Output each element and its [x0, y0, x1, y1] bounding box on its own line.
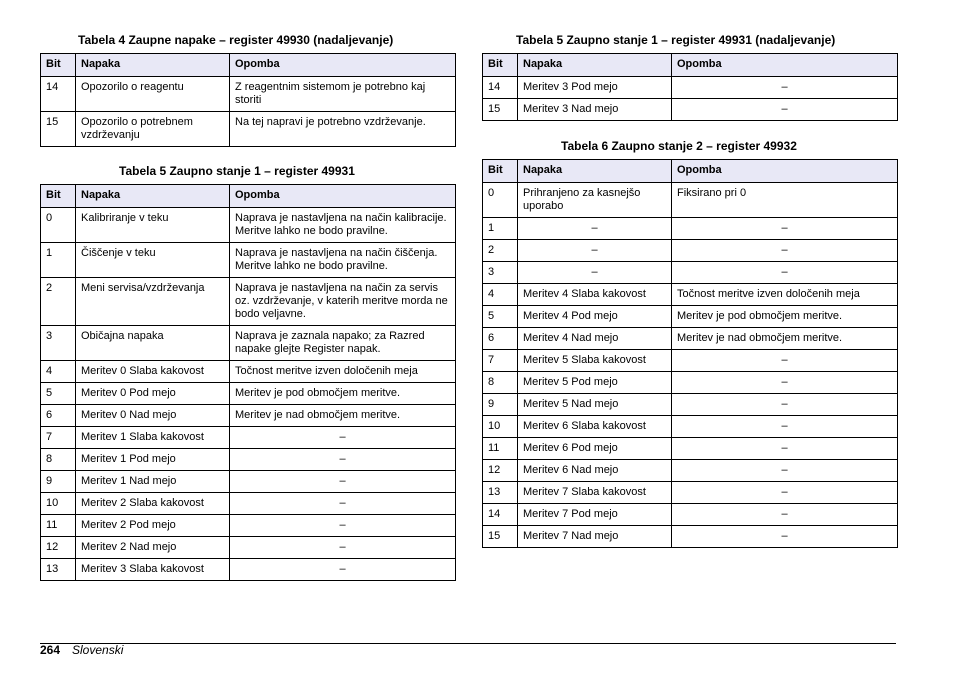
bit-cell: 15 — [483, 99, 518, 121]
table-row — [41, 243, 456, 278]
napaka-cell: Meritev 6 Slaba kakovost — [518, 416, 672, 438]
table5 — [40, 184, 456, 581]
column-header: Opomba — [672, 54, 898, 77]
opomba-cell: – — [230, 515, 456, 537]
table-row — [41, 326, 456, 361]
table-row — [41, 449, 456, 471]
table-row — [483, 438, 898, 460]
table-row — [483, 504, 898, 526]
bit-cell: 10 — [41, 493, 76, 515]
column-header: Bit — [483, 54, 518, 77]
table5-continued — [482, 53, 898, 121]
bit-cell: 14 — [41, 77, 76, 112]
column-header: Opomba — [230, 185, 456, 208]
opomba-cell: – — [672, 372, 898, 394]
page-language: Slovenski — [72, 643, 124, 657]
opomba-cell: – — [230, 449, 456, 471]
bit-cell: 9 — [483, 394, 518, 416]
napaka-cell: Kalibriranje v teku — [76, 208, 230, 243]
table-row — [41, 77, 456, 112]
napaka-cell: Opozorilo o potrebnem vzdrževanju — [76, 112, 230, 147]
bit-cell: 7 — [483, 350, 518, 372]
bit-cell: 4 — [483, 284, 518, 306]
bit-cell: 8 — [41, 449, 76, 471]
table-row — [483, 372, 898, 394]
napaka-cell: Meritev 4 Pod mejo — [518, 306, 672, 328]
napaka-cell: Meritev 4 Slaba kakovost — [518, 284, 672, 306]
opomba-cell: – — [230, 493, 456, 515]
opomba-cell: Naprava je nastavljena na način kalibracije. Meritve lahko ne bodo pravilne. — [230, 208, 456, 243]
column-header: Bit — [41, 54, 76, 77]
napaka-cell: Meritev 5 Pod mejo — [518, 372, 672, 394]
opomba-cell: Naprava je nastavljena na način za servis oz. vzdrževanje, v katerih meritve morda ne bodo veljavne. — [230, 278, 456, 326]
bit-cell: 3 — [483, 262, 518, 284]
table-row — [41, 493, 456, 515]
opomba-cell: – — [672, 218, 898, 240]
napaka-cell: Prihranjeno za kasnejšo uporabo — [518, 183, 672, 218]
napaka-cell: Meritev 5 Slaba kakovost — [518, 350, 672, 372]
table6-caption: Tabela 6 Zaupno stanje 2 – register 49932 — [561, 139, 797, 153]
table-row — [483, 77, 898, 99]
opomba-cell: – — [230, 559, 456, 581]
bit-cell: 4 — [41, 361, 76, 383]
opomba-cell: – — [672, 504, 898, 526]
bit-cell: 1 — [41, 243, 76, 278]
napaka-cell: Meritev 3 Pod mejo — [518, 77, 672, 99]
napaka-cell: Meritev 0 Nad mejo — [76, 405, 230, 427]
napaka-cell: Meritev 6 Nad mejo — [518, 460, 672, 482]
table-row — [483, 99, 898, 121]
table-row — [483, 460, 898, 482]
napaka-cell: Meritev 1 Slaba kakovost — [76, 427, 230, 449]
table6 — [482, 159, 898, 548]
table-row — [483, 284, 898, 306]
opomba-cell: Naprava je nastavljena na način čiščenja. Meritve lahko ne bodo pravilne. — [230, 243, 456, 278]
bit-cell: 8 — [483, 372, 518, 394]
opomba-cell: – — [672, 350, 898, 372]
opomba-cell: Meritev je pod območjem meritve. — [230, 383, 456, 405]
table-row — [41, 471, 456, 493]
napaka-cell: Meritev 7 Slaba kakovost — [518, 482, 672, 504]
table-row — [41, 112, 456, 147]
bit-cell: 14 — [483, 77, 518, 99]
table-row — [41, 427, 456, 449]
table-row — [483, 240, 898, 262]
column-header: Bit — [483, 160, 518, 183]
column-header: Napaka — [76, 54, 230, 77]
bit-cell: 2 — [483, 240, 518, 262]
opomba-cell: Točnost meritve izven določenih meja — [672, 284, 898, 306]
bit-cell: 6 — [483, 328, 518, 350]
bit-cell: 11 — [483, 438, 518, 460]
opomba-cell: – — [672, 240, 898, 262]
napaka-cell: Meritev 4 Nad mejo — [518, 328, 672, 350]
bit-cell: 10 — [483, 416, 518, 438]
napaka-cell: Meritev 2 Pod mejo — [76, 515, 230, 537]
table-row — [483, 218, 898, 240]
bit-cell: 11 — [41, 515, 76, 537]
napaka-cell: Opozorilo o reagentu — [76, 77, 230, 112]
bit-cell: 7 — [41, 427, 76, 449]
bit-cell: 5 — [41, 383, 76, 405]
opomba-cell: – — [672, 460, 898, 482]
bit-cell: 2 — [41, 278, 76, 326]
opomba-cell: – — [672, 482, 898, 504]
opomba-cell: Točnost meritve izven določenih meja — [230, 361, 456, 383]
table-row — [41, 537, 456, 559]
table4 — [40, 53, 456, 147]
bit-cell: 1 — [483, 218, 518, 240]
bit-cell: 12 — [41, 537, 76, 559]
opomba-cell: – — [672, 99, 898, 121]
opomba-cell: Na tej napravi je potrebno vzdrževanje. — [230, 112, 456, 147]
bit-cell: 0 — [41, 208, 76, 243]
napaka-cell: Meritev 3 Slaba kakovost — [76, 559, 230, 581]
napaka-cell: Meritev 1 Nad mejo — [76, 471, 230, 493]
table-row — [483, 482, 898, 504]
table-row — [483, 350, 898, 372]
table-header-row — [483, 54, 898, 77]
table-row — [483, 262, 898, 284]
opomba-cell: – — [672, 416, 898, 438]
napaka-cell: Čiščenje v teku — [76, 243, 230, 278]
opomba-cell: – — [672, 438, 898, 460]
column-header: Opomba — [672, 160, 898, 183]
bit-cell: 5 — [483, 306, 518, 328]
napaka-cell: Meritev 3 Nad mejo — [518, 99, 672, 121]
table-row — [41, 515, 456, 537]
opomba-cell: Meritev je nad območjem meritve. — [672, 328, 898, 350]
bit-cell: 13 — [483, 482, 518, 504]
opomba-cell: Z reagentnim sistemom je potrebno kaj storiti — [230, 77, 456, 112]
napaka-cell: Meritev 5 Nad mejo — [518, 394, 672, 416]
column-header: Napaka — [76, 185, 230, 208]
bit-cell: 0 — [483, 183, 518, 218]
bit-cell: 14 — [483, 504, 518, 526]
table-row — [483, 394, 898, 416]
table-row — [41, 208, 456, 243]
table-row — [41, 278, 456, 326]
column-header: Opomba — [230, 54, 456, 77]
table5-cont-caption: Tabela 5 Zaupno stanje 1 – register 49931 (nadaljevanje) — [516, 33, 836, 47]
table5-caption: Tabela 5 Zaupno stanje 1 – register 49931 — [119, 164, 355, 178]
table-row — [483, 183, 898, 218]
table-row — [41, 559, 456, 581]
table-row — [41, 361, 456, 383]
opomba-cell: Meritev je pod območjem meritve. — [672, 306, 898, 328]
bit-cell: 15 — [41, 112, 76, 147]
napaka-cell: Običajna napaka — [76, 326, 230, 361]
opomba-cell: Naprava je zaznala napako; za Razred napake glejte Register napak. — [230, 326, 456, 361]
opomba-cell: Meritev je nad območjem meritve. — [230, 405, 456, 427]
opomba-cell: – — [672, 77, 898, 99]
opomba-cell: – — [672, 526, 898, 548]
napaka-cell: – — [518, 240, 672, 262]
column-header: Bit — [41, 185, 76, 208]
opomba-cell: Fiksirano pri 0 — [672, 183, 898, 218]
table-row — [41, 405, 456, 427]
table-row — [483, 526, 898, 548]
bit-cell: 12 — [483, 460, 518, 482]
opomba-cell: – — [230, 471, 456, 493]
opomba-cell: – — [672, 394, 898, 416]
napaka-cell: Meritev 0 Pod mejo — [76, 383, 230, 405]
napaka-cell: Meritev 7 Nad mejo — [518, 526, 672, 548]
opomba-cell: – — [672, 262, 898, 284]
column-header: Napaka — [518, 160, 672, 183]
table-header-row — [41, 185, 456, 208]
napaka-cell: – — [518, 218, 672, 240]
table4-caption: Tabela 4 Zaupne napake – register 49930 (nadaljevanje) — [78, 33, 394, 47]
napaka-cell: Meritev 7 Pod mejo — [518, 504, 672, 526]
napaka-cell: Meritev 1 Pod mejo — [76, 449, 230, 471]
bit-cell: 9 — [41, 471, 76, 493]
bit-cell: 6 — [41, 405, 76, 427]
table-row — [483, 306, 898, 328]
table-row — [483, 328, 898, 350]
page-number: 264 — [40, 643, 61, 657]
opomba-cell: – — [230, 537, 456, 559]
table-header-row — [483, 160, 898, 183]
bit-cell: 3 — [41, 326, 76, 361]
bit-cell: 13 — [41, 559, 76, 581]
napaka-cell: Meritev 2 Nad mejo — [76, 537, 230, 559]
napaka-cell: Meritev 0 Slaba kakovost — [76, 361, 230, 383]
bit-cell: 15 — [483, 526, 518, 548]
footer-rule — [40, 643, 896, 644]
column-header: Napaka — [518, 54, 672, 77]
napaka-cell: Meritev 6 Pod mejo — [518, 438, 672, 460]
napaka-cell: – — [518, 262, 672, 284]
table-header-row — [41, 54, 456, 77]
table-row — [41, 383, 456, 405]
opomba-cell: – — [230, 427, 456, 449]
napaka-cell: Meni servisa/vzdrževanja — [76, 278, 230, 326]
napaka-cell: Meritev 2 Slaba kakovost — [76, 493, 230, 515]
table-row — [483, 416, 898, 438]
